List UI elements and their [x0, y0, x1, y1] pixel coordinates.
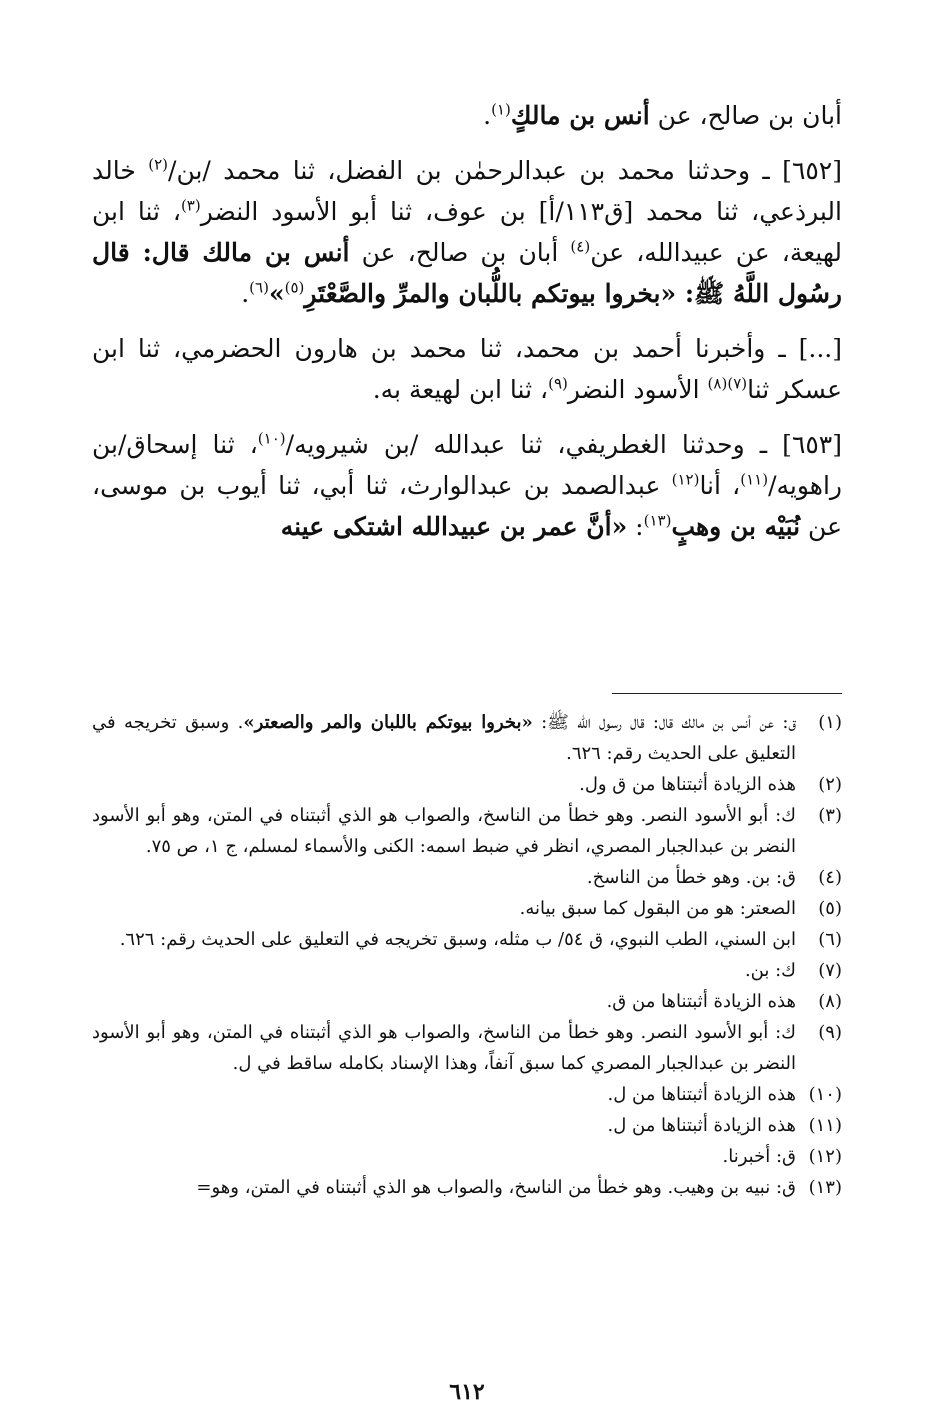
- footnote-number: (٤): [818, 867, 842, 888]
- footnote-number: (٩): [818, 1022, 842, 1043]
- text-run: ق: عن أنس بن مالك قال: قال رسول الله ﷺ:: [532, 712, 796, 733]
- text-run: .: [241, 279, 250, 308]
- footnote: [92, 1172, 842, 1203]
- footnote: [92, 924, 842, 955]
- footnote-text: ق: أخبرنا.: [722, 1146, 796, 1167]
- footnote-text: هذه الزيادة أثبتناها من ق ول.: [579, 774, 796, 795]
- footnote-ref: (٢): [148, 155, 169, 174]
- footnote-number: (١١): [808, 1115, 842, 1136]
- footnote: [92, 862, 842, 893]
- text-run: [٦٥٣] ـ وحدثنا الغطريفي، ثنا عبدالله /بن شيرويه/: [285, 430, 842, 459]
- footnote-text: ق: بن. وهو خطأ من الناسخ.: [586, 867, 796, 888]
- page-number: ٦١٢: [449, 1379, 485, 1405]
- footnote: [92, 893, 842, 924]
- main-text: [92, 95, 842, 547]
- footnote-number: (١): [818, 712, 842, 733]
- text-run: أبان بن صالح، عن: [649, 101, 842, 130]
- footnote: [92, 1110, 842, 1141]
- footnote-ref: (٦): [249, 278, 269, 297]
- narrator-name: أنس بن مالكٍ: [510, 101, 650, 130]
- quoted-hadith: «بخروا بيوتكم باللبان والمر والصعتر»: [243, 712, 533, 733]
- text-run: [٦٥٢] ـ وحدثنا محمد بن عبدالرحمٰن بن الفضل، ثنا محمد /بن/: [168, 156, 842, 185]
- footnote-ref: (١٢): [671, 470, 700, 489]
- footnote-text: [92, 707, 796, 769]
- text-run: ، ثنا إسحاق/بن راهويه/: [92, 430, 842, 500]
- footnote: [92, 800, 842, 862]
- footnote-number: (١٠): [808, 1084, 842, 1105]
- footnote-number: (٣): [818, 805, 842, 826]
- footnotes: [92, 707, 842, 1203]
- book-page: [92, 95, 842, 1405]
- footnote-text: الصعتر: هو من البقول كما سبق بيانه.: [519, 898, 796, 919]
- text-run: .: [483, 101, 492, 130]
- footnote-ref: (٧)(٨): [707, 374, 748, 393]
- footnote-number: (١٣): [808, 1177, 842, 1198]
- text-run: الأسود النضر: [567, 375, 708, 404]
- footnote-number: (٥): [818, 898, 842, 919]
- footnote-ref: (٤): [570, 237, 591, 256]
- footnote-number: (٦): [818, 929, 842, 950]
- footnote-ref: (١): [491, 100, 511, 119]
- text-run: ، أنا: [699, 471, 741, 500]
- footnote-ref: (٥): [284, 278, 305, 297]
- hadith-matn: أنس بن مالك قال: قال رسُول اللَّهُ ﷺ: «بخروا بيوتكم باللُّبان والمرِّ والصَّعْتَرِ: [92, 238, 842, 308]
- footnote-text: ابن السني، الطب النبوي، ق ٥٤/ ب مثله، وسبق تخريجه في التعليق على الحديث رقم: ٦٢٦.: [119, 929, 796, 950]
- footnote-number: (٨): [818, 991, 842, 1012]
- text-run: [...] ـ وأخبرنا أحمد بن محمد، ثنا محمد بن هارون الحضرمي، ثنا ابن عسكر ثنا: [92, 334, 842, 404]
- text-run: ، ثنا ابن لهيعة، عن عبيدالله، عن: [92, 197, 842, 267]
- footnote-ref: (١٣): [643, 511, 672, 530]
- footnote-number: (٢): [818, 774, 842, 795]
- footnote: [92, 1017, 842, 1079]
- text-run: خالد البرذعي، ثنا محمد [ق١١٣/أ] بن عوف، ثنا أبو الأسود النضر: [92, 156, 842, 226]
- footnote-text: هذه الزيادة أثبتناها من ق.: [606, 991, 796, 1012]
- hadith-652: [92, 150, 842, 314]
- footnote-number: (٧): [818, 960, 842, 981]
- footnote-text: ق: نبيه بن وهيب. وهو خطأ من الناسخ، والصواب هو الذي أثبتناه في المتن، وهو=: [196, 1177, 796, 1198]
- footnote: [92, 986, 842, 1017]
- footnote: [92, 769, 842, 800]
- paragraph: [92, 95, 842, 136]
- footnote-ref: (١٠): [257, 429, 286, 448]
- text-run: أبان بن صالح، عن: [349, 238, 571, 267]
- footnote-text: ك: أبو الأسود النصر. وهو خطأ من الناسخ، والصواب هو الذي أثبتناه في المتن، وهو أبو الأسود النضر بن عبدالجبار المصري، انظر في ضبط اسمه: الكنى والأسماء لمسلم، ج ١، ص ٧٥.: [92, 805, 796, 857]
- footnote-text: ك: بن.: [744, 960, 796, 981]
- footnote-text: هذه الزيادة أثبتناها من ل.: [607, 1084, 796, 1105]
- footnote: [92, 1079, 842, 1110]
- footnote-ref: (١١): [740, 470, 769, 489]
- hadith-653: [92, 424, 842, 547]
- footnote-text: ك: أبو الأسود النصر. وهو خطأ من الناسخ، والصواب هو الذي أثبتناه في المتن، وهو أبو الأسود النضر بن عبدالجبار المصري كما سبق آنفاً، وهذا الإسناد بكامله ساقط في ل.: [92, 1022, 796, 1074]
- footnote-ref: (٩): [548, 374, 568, 393]
- footnote-number: (١٢): [808, 1146, 842, 1167]
- narrator-name: نُبَيْه بن وهبٍ: [671, 512, 801, 541]
- text-run: ، ثنا ابن لهيعة به.: [372, 375, 549, 404]
- footnote: [92, 1141, 842, 1172]
- text-run: :: [627, 512, 644, 541]
- footnote: [92, 707, 842, 769]
- footnote: [92, 955, 842, 986]
- hadith-matn: «أنَّ عمر بن عبيدالله اشتكى عينه: [280, 512, 628, 541]
- text-run: »: [268, 279, 285, 308]
- text-run: . وسبق تخريجه في التعليق على الحديث رقم: ٦٢٦.: [92, 712, 796, 764]
- hadith-variant: [92, 328, 842, 410]
- footnote-ref: (٣): [180, 196, 201, 215]
- text-run: عبدالصمد بن عبدالوارث، ثنا أبي، ثنا أيوب بن موسى، عن: [92, 471, 842, 541]
- footnote-divider: [612, 693, 842, 694]
- footnote-text: هذه الزيادة أثبتناها من ل.: [607, 1115, 796, 1136]
